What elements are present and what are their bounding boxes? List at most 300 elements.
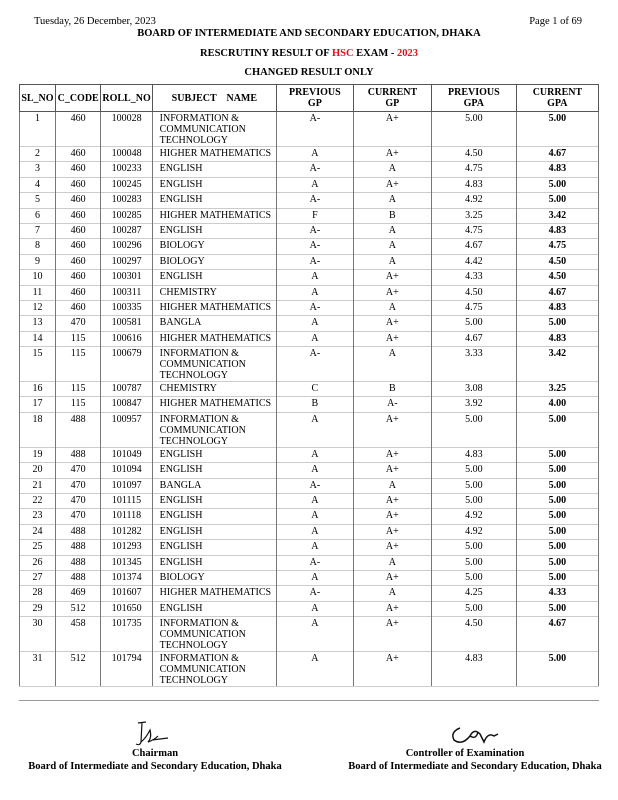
- table-row: [20, 570, 599, 585]
- col-header: SUBJECT NAME: [152, 85, 276, 112]
- previous-gpa-cell: 3.08: [432, 382, 517, 397]
- table-row: [20, 524, 599, 539]
- sl-no-cell: 14: [20, 331, 56, 346]
- current-gp-cell: A+: [353, 447, 431, 462]
- roll-no-cell: 100283: [101, 193, 152, 208]
- previous-gp-cell: A: [277, 652, 354, 687]
- subject-cell: HIGHER MATHEMATICS: [152, 208, 276, 223]
- footer-divider: [19, 700, 599, 701]
- roll-no-cell: 100296: [101, 239, 152, 254]
- current-gp-cell: A: [353, 223, 431, 238]
- subject-cell: HIGHER MATHEMATICS: [152, 397, 276, 412]
- roll-no-cell: 100048: [101, 147, 152, 162]
- current-gp-cell: A: [353, 193, 431, 208]
- sl-no-cell: 26: [20, 555, 56, 570]
- c-code-cell: 469: [55, 586, 101, 601]
- print-date: Tuesday, 26 December, 2023: [34, 16, 156, 27]
- sl-no-cell: 17: [20, 397, 56, 412]
- previous-gpa-cell: 4.75: [432, 162, 517, 177]
- table-row: [20, 617, 599, 652]
- roll-no-cell: 100957: [101, 412, 152, 447]
- sl-no-cell: 9: [20, 254, 56, 269]
- sl-no-cell: 16: [20, 382, 56, 397]
- subject-cell: ENGLISH: [152, 177, 276, 192]
- current-gpa-cell: 4.83: [516, 223, 598, 238]
- sl-no-cell: 15: [20, 347, 56, 382]
- sl-no-cell: 19: [20, 447, 56, 462]
- sl-no-cell: 27: [20, 570, 56, 585]
- current-gp-cell: A+: [353, 112, 431, 147]
- previous-gp-cell: A: [277, 509, 354, 524]
- roll-no-cell: 101049: [101, 447, 152, 462]
- previous-gp-cell: A-: [277, 112, 354, 147]
- exam-year: 2023: [397, 48, 418, 59]
- subject-cell: BIOLOGY: [152, 254, 276, 269]
- roll-no-cell: 100581: [101, 316, 152, 331]
- subject-cell: INFORMATION & COMMUNICATION TECHNOLOGY: [152, 412, 276, 447]
- c-code-cell: 470: [55, 509, 101, 524]
- sl-no-cell: 28: [20, 586, 56, 601]
- sl-no-cell: 12: [20, 300, 56, 315]
- controller-signature: [446, 720, 506, 748]
- subject-cell: BANGLA: [152, 478, 276, 493]
- sl-no-cell: 29: [20, 601, 56, 616]
- roll-no-cell: 101345: [101, 555, 152, 570]
- col-header: CURRENT GP: [353, 85, 431, 112]
- subject-cell: HIGHER MATHEMATICS: [152, 300, 276, 315]
- current-gpa-cell: 5.00: [516, 524, 598, 539]
- current-gpa-cell: 5.00: [516, 570, 598, 585]
- current-gpa-cell: 5.00: [516, 463, 598, 478]
- subject-cell: ENGLISH: [152, 601, 276, 616]
- sl-no-cell: 22: [20, 494, 56, 509]
- table-row: [20, 601, 599, 616]
- current-gp-cell: A+: [353, 617, 431, 652]
- previous-gp-cell: A: [277, 177, 354, 192]
- sl-no-cell: 7: [20, 223, 56, 238]
- roll-no-cell: 100616: [101, 331, 152, 346]
- result-table: [19, 84, 599, 687]
- roll-no-cell: 100847: [101, 397, 152, 412]
- current-gpa-cell: 4.00: [516, 397, 598, 412]
- chairman-org: Board of Intermediate and Secondary Education, Dhaka: [28, 761, 282, 772]
- previous-gp-cell: A-: [277, 239, 354, 254]
- roll-no-cell: 100679: [101, 347, 152, 382]
- table-row: [20, 270, 599, 285]
- chairman-title: Chairman: [131, 748, 179, 759]
- previous-gpa-cell: 5.00: [432, 478, 517, 493]
- previous-gpa-cell: 4.75: [432, 300, 517, 315]
- table-header-row: [20, 85, 599, 112]
- current-gpa-cell: 5.00: [516, 193, 598, 208]
- c-code-cell: 488: [55, 524, 101, 539]
- c-code-cell: 460: [55, 193, 101, 208]
- subject-cell: CHEMISTRY: [152, 382, 276, 397]
- subject-cell: ENGLISH: [152, 524, 276, 539]
- previous-gp-cell: A: [277, 331, 354, 346]
- previous-gp-cell: A-: [277, 478, 354, 493]
- subject-cell: ENGLISH: [152, 223, 276, 238]
- sl-no-cell: 21: [20, 478, 56, 493]
- roll-no-cell: 100311: [101, 285, 152, 300]
- col-header: SL_NO: [20, 85, 56, 112]
- c-code-cell: 460: [55, 300, 101, 315]
- c-code-cell: 115: [55, 331, 101, 346]
- previous-gp-cell: A-: [277, 162, 354, 177]
- previous-gpa-cell: 4.67: [432, 239, 517, 254]
- previous-gp-cell: A-: [277, 347, 354, 382]
- roll-no-cell: 100285: [101, 208, 152, 223]
- col-header: C_CODE: [55, 85, 101, 112]
- previous-gp-cell: A-: [277, 193, 354, 208]
- roll-no-cell: 100287: [101, 223, 152, 238]
- roll-no-cell: 100297: [101, 254, 152, 269]
- roll-no-cell: 101374: [101, 570, 152, 585]
- c-code-cell: 460: [55, 285, 101, 300]
- current-gp-cell: A+: [353, 331, 431, 346]
- roll-no-cell: 100028: [101, 112, 152, 147]
- table-row: [20, 254, 599, 269]
- subject-cell: ENGLISH: [152, 463, 276, 478]
- c-code-cell: 512: [55, 652, 101, 687]
- current-gp-cell: A+: [353, 524, 431, 539]
- current-gpa-cell: 5.00: [516, 652, 598, 687]
- current-gpa-cell: 4.50: [516, 270, 598, 285]
- subject-cell: INFORMATION & COMMUNICATION TECHNOLOGY: [152, 617, 276, 652]
- subject-cell: ENGLISH: [152, 494, 276, 509]
- previous-gpa-cell: 3.92: [432, 397, 517, 412]
- previous-gp-cell: F: [277, 208, 354, 223]
- previous-gp-cell: A: [277, 447, 354, 462]
- current-gpa-cell: 4.67: [516, 285, 598, 300]
- page-number: Page 1 of 69: [529, 16, 582, 27]
- previous-gpa-cell: 4.33: [432, 270, 517, 285]
- current-gp-cell: A+: [353, 285, 431, 300]
- subject-cell: HIGHER MATHEMATICS: [152, 147, 276, 162]
- subject-cell: ENGLISH: [152, 162, 276, 177]
- current-gpa-cell: 5.00: [516, 316, 598, 331]
- current-gp-cell: A+: [353, 509, 431, 524]
- c-code-cell: 488: [55, 447, 101, 462]
- table-row: [20, 555, 599, 570]
- previous-gpa-cell: 4.50: [432, 147, 517, 162]
- table-row: [20, 285, 599, 300]
- c-code-cell: 460: [55, 147, 101, 162]
- subject-cell: INFORMATION & COMMUNICATION TECHNOLOGY: [152, 112, 276, 147]
- sl-no-cell: 1: [20, 112, 56, 147]
- table-row: [20, 316, 599, 331]
- current-gpa-cell: 4.83: [516, 300, 598, 315]
- current-gpa-cell: 5.00: [516, 540, 598, 555]
- c-code-cell: 488: [55, 540, 101, 555]
- table-row: [20, 586, 599, 601]
- roll-no-cell: 100233: [101, 162, 152, 177]
- c-code-cell: 460: [55, 223, 101, 238]
- sl-no-cell: 5: [20, 193, 56, 208]
- previous-gpa-cell: 4.50: [432, 285, 517, 300]
- col-header: CURRENT GPA: [516, 85, 598, 112]
- current-gpa-cell: 4.83: [516, 162, 598, 177]
- roll-no-cell: 101293: [101, 540, 152, 555]
- subject-cell: ENGLISH: [152, 270, 276, 285]
- subject-cell: ENGLISH: [152, 540, 276, 555]
- title-prefix: RESCRUTINY RESULT OF: [199, 48, 332, 59]
- current-gpa-cell: 4.33: [516, 586, 598, 601]
- subject-cell: HIGHER MATHEMATICS: [152, 586, 276, 601]
- board-title: BOARD OF INTERMEDIATE AND SECONDARY EDUCATION, DHAKA: [137, 28, 481, 39]
- sl-no-cell: 10: [20, 270, 56, 285]
- current-gpa-cell: 4.75: [516, 239, 598, 254]
- roll-no-cell: 101115: [101, 494, 152, 509]
- current-gp-cell: A+: [353, 412, 431, 447]
- current-gp-cell: A+: [353, 463, 431, 478]
- table-row: [20, 331, 599, 346]
- table-row: [20, 412, 599, 447]
- col-header: PREVIOUS GPA: [432, 85, 517, 112]
- previous-gpa-cell: 4.83: [432, 652, 517, 687]
- previous-gp-cell: A: [277, 463, 354, 478]
- subject-cell: BANGLA: [152, 316, 276, 331]
- roll-no-cell: 100245: [101, 177, 152, 192]
- table-row: [20, 147, 599, 162]
- sl-no-cell: 23: [20, 509, 56, 524]
- table-row: [20, 208, 599, 223]
- roll-no-cell: 101094: [101, 463, 152, 478]
- sl-no-cell: 30: [20, 617, 56, 652]
- previous-gpa-cell: 4.67: [432, 331, 517, 346]
- col-header: PREVIOUS GP: [277, 85, 354, 112]
- current-gp-cell: A: [353, 347, 431, 382]
- previous-gp-cell: A-: [277, 300, 354, 315]
- table-row: [20, 509, 599, 524]
- subject-cell: BIOLOGY: [152, 239, 276, 254]
- subject-cell: HIGHER MATHEMATICS: [152, 331, 276, 346]
- subject-cell: INFORMATION & COMMUNICATION TECHNOLOGY: [152, 347, 276, 382]
- table-row: [20, 652, 599, 687]
- c-code-cell: 460: [55, 239, 101, 254]
- table-row: [20, 193, 599, 208]
- title-mid: EXAM -: [353, 48, 397, 59]
- previous-gp-cell: A: [277, 147, 354, 162]
- col-header: ROLL_NO: [101, 85, 152, 112]
- previous-gpa-cell: 5.00: [432, 112, 517, 147]
- current-gp-cell: B: [353, 382, 431, 397]
- previous-gpa-cell: 5.00: [432, 494, 517, 509]
- table-row: [20, 300, 599, 315]
- current-gp-cell: A+: [353, 494, 431, 509]
- sl-no-cell: 6: [20, 208, 56, 223]
- current-gp-cell: A+: [353, 316, 431, 331]
- previous-gp-cell: A: [277, 494, 354, 509]
- previous-gpa-cell: 4.83: [432, 177, 517, 192]
- roll-no-cell: 101735: [101, 617, 152, 652]
- subject-cell: CHEMISTRY: [152, 285, 276, 300]
- previous-gp-cell: A: [277, 285, 354, 300]
- previous-gpa-cell: 4.83: [432, 447, 517, 462]
- previous-gp-cell: A: [277, 316, 354, 331]
- roll-no-cell: 101794: [101, 652, 152, 687]
- current-gpa-cell: 5.00: [516, 555, 598, 570]
- document-subtitle: CHANGED RESULT ONLY: [244, 67, 374, 78]
- previous-gpa-cell: 5.00: [432, 555, 517, 570]
- current-gpa-cell: 5.00: [516, 478, 598, 493]
- table-row: [20, 177, 599, 192]
- c-code-cell: 470: [55, 478, 101, 493]
- sl-no-cell: 31: [20, 652, 56, 687]
- previous-gpa-cell: 4.50: [432, 617, 517, 652]
- previous-gpa-cell: 5.00: [432, 570, 517, 585]
- previous-gpa-cell: 4.25: [432, 586, 517, 601]
- c-code-cell: 488: [55, 555, 101, 570]
- c-code-cell: 470: [55, 494, 101, 509]
- previous-gp-cell: C: [277, 382, 354, 397]
- c-code-cell: 470: [55, 463, 101, 478]
- exam-name: HSC: [331, 48, 354, 59]
- previous-gpa-cell: 5.00: [432, 601, 517, 616]
- table-row: [20, 397, 599, 412]
- table-row: [20, 447, 599, 462]
- c-code-cell: 460: [55, 162, 101, 177]
- subject-cell: BIOLOGY: [152, 570, 276, 585]
- current-gp-cell: A+: [353, 270, 431, 285]
- previous-gp-cell: A-: [277, 223, 354, 238]
- roll-no-cell: 100335: [101, 300, 152, 315]
- current-gpa-cell: 3.42: [516, 347, 598, 382]
- current-gp-cell: A: [353, 254, 431, 269]
- table-row: [20, 223, 599, 238]
- c-code-cell: 460: [55, 254, 101, 269]
- c-code-cell: 115: [55, 347, 101, 382]
- current-gp-cell: A-: [353, 397, 431, 412]
- previous-gpa-cell: 5.00: [432, 412, 517, 447]
- table-row: [20, 478, 599, 493]
- previous-gpa-cell: 5.00: [432, 463, 517, 478]
- roll-no-cell: 101097: [101, 478, 152, 493]
- current-gp-cell: A: [353, 300, 431, 315]
- current-gp-cell: A+: [353, 601, 431, 616]
- previous-gp-cell: A: [277, 412, 354, 447]
- previous-gp-cell: A: [277, 570, 354, 585]
- previous-gp-cell: A-: [277, 555, 354, 570]
- roll-no-cell: 101118: [101, 509, 152, 524]
- subject-cell: ENGLISH: [152, 509, 276, 524]
- current-gp-cell: A+: [353, 570, 431, 585]
- previous-gp-cell: A: [277, 617, 354, 652]
- sl-no-cell: 25: [20, 540, 56, 555]
- subject-cell: ENGLISH: [152, 447, 276, 462]
- previous-gpa-cell: 3.33: [432, 347, 517, 382]
- c-code-cell: 115: [55, 397, 101, 412]
- table-row: [20, 347, 599, 382]
- c-code-cell: 488: [55, 412, 101, 447]
- table-row: [20, 382, 599, 397]
- subject-cell: INFORMATION & COMMUNICATION TECHNOLOGY: [152, 652, 276, 687]
- current-gp-cell: A: [353, 478, 431, 493]
- current-gpa-cell: 5.00: [516, 509, 598, 524]
- current-gp-cell: A+: [353, 652, 431, 687]
- table-row: [20, 494, 599, 509]
- roll-no-cell: 101607: [101, 586, 152, 601]
- c-code-cell: 460: [55, 177, 101, 192]
- current-gpa-cell: 3.25: [516, 382, 598, 397]
- current-gpa-cell: 5.00: [516, 177, 598, 192]
- previous-gpa-cell: 4.92: [432, 509, 517, 524]
- current-gpa-cell: 5.00: [516, 112, 598, 147]
- current-gpa-cell: 5.00: [516, 601, 598, 616]
- subject-cell: ENGLISH: [152, 555, 276, 570]
- document-title: [0, 48, 618, 59]
- current-gp-cell: A: [353, 555, 431, 570]
- c-code-cell: 115: [55, 382, 101, 397]
- current-gpa-cell: 5.00: [516, 447, 598, 462]
- sl-no-cell: 24: [20, 524, 56, 539]
- previous-gpa-cell: 4.92: [432, 524, 517, 539]
- current-gpa-cell: 5.00: [516, 412, 598, 447]
- c-code-cell: 458: [55, 617, 101, 652]
- current-gp-cell: B: [353, 208, 431, 223]
- roll-no-cell: 100301: [101, 270, 152, 285]
- sl-no-cell: 11: [20, 285, 56, 300]
- previous-gp-cell: A: [277, 540, 354, 555]
- chairman-signature: [128, 718, 178, 748]
- c-code-cell: 488: [55, 570, 101, 585]
- previous-gpa-cell: 4.75: [432, 223, 517, 238]
- previous-gp-cell: B: [277, 397, 354, 412]
- roll-no-cell: 101282: [101, 524, 152, 539]
- current-gp-cell: A+: [353, 147, 431, 162]
- current-gpa-cell: 5.00: [516, 494, 598, 509]
- current-gpa-cell: 3.42: [516, 208, 598, 223]
- current-gp-cell: A+: [353, 177, 431, 192]
- table-row: [20, 112, 599, 147]
- previous-gp-cell: A: [277, 270, 354, 285]
- c-code-cell: 460: [55, 112, 101, 147]
- previous-gpa-cell: 4.92: [432, 193, 517, 208]
- c-code-cell: 460: [55, 208, 101, 223]
- table-row: [20, 540, 599, 555]
- c-code-cell: 470: [55, 316, 101, 331]
- previous-gp-cell: A-: [277, 586, 354, 601]
- table-row: [20, 463, 599, 478]
- sl-no-cell: 8: [20, 239, 56, 254]
- current-gp-cell: A: [353, 162, 431, 177]
- previous-gpa-cell: 3.25: [432, 208, 517, 223]
- current-gp-cell: A+: [353, 540, 431, 555]
- current-gpa-cell: 4.50: [516, 254, 598, 269]
- sl-no-cell: 13: [20, 316, 56, 331]
- controller-org: Board of Intermediate and Secondary Education, Dhaka: [348, 761, 602, 772]
- controller-title: Controller of Examination: [405, 748, 525, 759]
- table-row: [20, 162, 599, 177]
- sl-no-cell: 2: [20, 147, 56, 162]
- previous-gpa-cell: 5.00: [432, 540, 517, 555]
- roll-no-cell: 101650: [101, 601, 152, 616]
- sl-no-cell: 4: [20, 177, 56, 192]
- previous-gp-cell: A-: [277, 254, 354, 269]
- current-gp-cell: A: [353, 586, 431, 601]
- sl-no-cell: 3: [20, 162, 56, 177]
- sl-no-cell: 20: [20, 463, 56, 478]
- c-code-cell: 460: [55, 270, 101, 285]
- current-gpa-cell: 4.83: [516, 331, 598, 346]
- table-row: [20, 239, 599, 254]
- current-gpa-cell: 4.67: [516, 617, 598, 652]
- c-code-cell: 512: [55, 601, 101, 616]
- current-gpa-cell: 4.67: [516, 147, 598, 162]
- current-gp-cell: A: [353, 239, 431, 254]
- previous-gpa-cell: 4.42: [432, 254, 517, 269]
- roll-no-cell: 100787: [101, 382, 152, 397]
